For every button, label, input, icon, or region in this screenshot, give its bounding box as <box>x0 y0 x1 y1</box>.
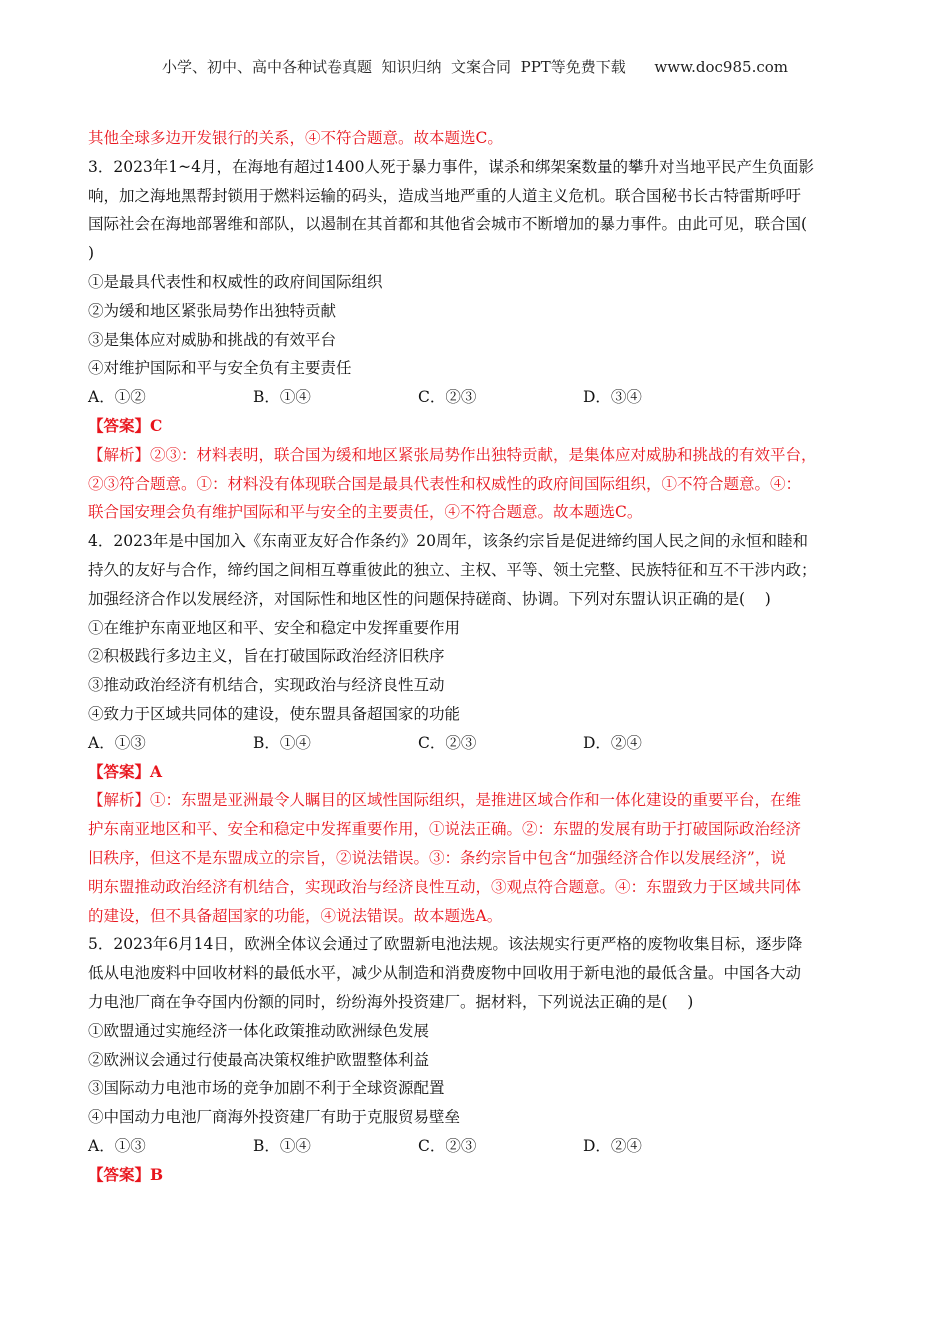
statement-item: ②为缓和地区紧张局势作出独特贡献 <box>88 301 337 320</box>
question-4 <box>88 527 878 930</box>
answer-options <box>88 383 878 412</box>
option-d: D．②④ <box>583 1136 642 1155</box>
answer-label: 【答案】A <box>88 761 163 781</box>
explanation-line: 【解析】②③：材料表明，联合国为缓和地区紧张局势作出独特贡献，是集体应对威胁和挑战的有效平台， <box>88 445 817 464</box>
page-header: 小学、初中、高中各种试卷真题 知识归纳 文案合同 PPT等免费下载 www.doc985.com <box>161 58 788 76</box>
option-c: C．②③ <box>418 1136 477 1155</box>
question-5 <box>88 930 878 1189</box>
option-b: B．①④ <box>253 388 311 407</box>
explanation-line: 联合国安理会负有维护国际和平与安全的主要责任，④不符合题意。故本题选C。 <box>88 503 643 522</box>
statement-item: ②欧洲议会通过行使最高决策权维护欧盟整体利益 <box>88 1050 430 1069</box>
question-stem-line: 5．2023年6月14日，欧洲全体议会通过了欧盟新电池法规。该法规实行更严格的废物收集目标，逐步降 <box>88 935 803 954</box>
option-c: C．②③ <box>418 733 477 752</box>
question-3 <box>88 153 878 527</box>
option-a: A．①③ <box>88 1136 146 1155</box>
option-d: D．②④ <box>583 733 642 752</box>
statement-item: ④中国动力电池厂商海外投资建厂有助于克服贸易壁垒 <box>88 1108 461 1127</box>
answer-label: 【答案】B <box>88 1164 164 1184</box>
option-b: B．①④ <box>253 733 311 752</box>
statement-item: ①欧盟通过实施经济一体化政策推动欧洲绿色发展 <box>88 1021 430 1040</box>
document-body <box>88 124 878 1189</box>
answer-options <box>88 729 878 758</box>
option-b: B．①④ <box>253 1136 311 1155</box>
statement-item: ③推动政治经济有机结合，实现政治与经济良性互动 <box>88 676 445 695</box>
question-stem-line: ) <box>88 244 95 263</box>
question-stem-line: 低从电池废料中回收材料的最低水平，减少从制造和消费废物中回收用于新电池的最低含量。中国各大动 <box>88 964 802 983</box>
explanation-line: 旧秩序，但这不是东盟成立的宗旨，②说法错误。③：条约宗旨中包含“加强经济合作以发展经济”，说 <box>88 848 786 867</box>
statement-item: ②积极践行多边主义，旨在打破国际政治经济旧秩序 <box>88 647 445 666</box>
option-c: C．②③ <box>418 388 477 407</box>
question-stem-line: 3．2023年1~4月，在海地有超过1400人死于暴力事件，谋杀和绑架案数量的攀升对当地平民产生负面影 <box>88 157 814 176</box>
explanation-line: 护东南亚地区和平、安全和稳定中发挥重要作用，①说法正确。②：东盟的发展有助于打破国际政治经济 <box>88 820 802 839</box>
option-a: A．①② <box>88 388 146 407</box>
explanation-continuation: 其他全球多边开发银行的关系，④不符合题意。故本题选C。 <box>88 129 503 147</box>
option-a: A．①③ <box>88 733 146 752</box>
statement-item: ④对维护国际和平与安全负有主要责任 <box>88 359 352 378</box>
question-stem-line: 响，加之海地黑帮封锁用于燃料运输的码头，造成当地严重的人道主义危机。联合国秘书长古特雷斯呼吁 <box>88 186 802 205</box>
question-stem-line: 国际社会在海地部署维和部队，以遏制在其首都和其他省会城市不断增加的暴力事件。由此可见，联合国( <box>88 215 808 234</box>
statement-item: ①是最具代表性和权威性的政府间国际组织 <box>88 272 383 291</box>
question-stem-line: 力电池厂商在争夺国内份额的同时，纷纷海外投资建厂。据材料，下列说法正确的是( ) <box>88 992 694 1011</box>
question-stem-line: 4．2023年是中国加入《东南亚友好合作条约》20周年，该条约宗旨是促进缔约国人民之间的永恒和睦和 <box>88 532 809 551</box>
answer-options <box>88 1132 878 1161</box>
statement-item: ①在维护东南亚地区和平、安全和稳定中发挥重要作用 <box>88 618 461 637</box>
question-stem-line: 加强经济合作以发展经济，对国际性和地区性的问题保持磋商、协调。下列对东盟认识正确的是( ) <box>88 589 771 608</box>
answer-label: 【答案】C <box>88 415 163 435</box>
explanation-line: ②③符合题意。①：材料没有体现联合国是最具代表性和权威性的政府间国际组织，①不符合题意。④： <box>88 474 802 493</box>
question-stem-line: 持久的友好与合作，缔约国之间相互尊重彼此的独立、主权、平等、领土完整、民族特征和互不干涉内政； <box>88 560 817 579</box>
statement-item: ③是集体应对威胁和挑战的有效平台 <box>88 330 337 349</box>
statement-item: ④致力于区域共同体的建设，使东盟具备超国家的功能 <box>88 704 461 723</box>
statement-item: ③国际动力电池市场的竞争加剧不利于全球资源配置 <box>88 1079 445 1098</box>
explanation-line: 【解析】①：东盟是亚洲最令人瞩目的区域性国际组织，是推进区域合作和一体化建设的重要平台，在维 <box>88 791 802 810</box>
option-d: D．③④ <box>583 388 642 407</box>
explanation-line: 明东盟推动政治经济有机结合，实现政治与经济良性互动，③观点符合题意。④：东盟致力于区域共同体 <box>88 877 802 896</box>
explanation-line: 的建设，但不具备超国家的功能，④说法错误。故本题选A。 <box>88 906 503 925</box>
